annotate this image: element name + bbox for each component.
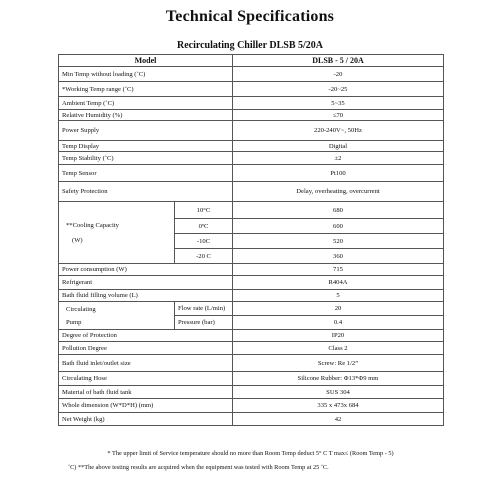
cooling-value: 520: [233, 234, 444, 249]
spec-value: Delay, overheating, overcurrent: [233, 182, 444, 202]
cooling-label-line2: (W): [72, 236, 83, 244]
spec-label: Power Supply: [59, 121, 233, 141]
cooling-row: [59, 202, 444, 219]
spec-value: SUS 304: [233, 386, 444, 399]
spec-value: 715: [233, 264, 444, 276]
spec-label: Safety Protection: [59, 182, 233, 202]
circulating-pump-label: [59, 302, 175, 330]
page-title: Technical Specifications: [165, 8, 335, 25]
spec-row: [59, 152, 444, 165]
spec-label: Power consumption (W): [59, 264, 233, 276]
pump-value: 0.4: [233, 316, 444, 330]
header-label: Model: [59, 55, 233, 67]
spec-table: [58, 54, 444, 426]
spec-value: 42: [233, 413, 444, 426]
spec-row: [59, 399, 444, 413]
spec-row: [59, 276, 444, 290]
spec-row: [59, 413, 444, 426]
spec-value: 220-240V~, 50Hz: [233, 121, 444, 141]
spec-label: Refrigerant: [59, 276, 233, 290]
spec-label: Material of bath fluid tank: [59, 386, 233, 399]
spec-label: Net Weight (kg): [59, 413, 233, 426]
cooling-temp: 10°C: [175, 202, 233, 219]
spec-row: [59, 290, 444, 302]
spec-row: [59, 165, 444, 182]
pump-label-line1: Circulating: [66, 305, 96, 313]
cooling-temp: -10C: [175, 234, 233, 249]
cooling-label-line1: **Cooling Capacity: [66, 221, 119, 229]
cooling-temp: 0ºC: [175, 219, 233, 234]
pump-row: [59, 302, 444, 316]
spec-label: Pollution Degree: [59, 342, 233, 355]
spec-row: [59, 97, 444, 110]
spec-value: 5~35: [233, 97, 444, 110]
spec-value: Class 2: [233, 342, 444, 355]
spec-label: Temp Stability (˚C): [59, 152, 233, 165]
cooling-temp: -20 C: [175, 249, 233, 264]
spec-value: Silicone Rubber: Φ13*Φ9 mm: [233, 372, 444, 386]
cooling-value: 360: [233, 249, 444, 264]
spec-row: [59, 67, 444, 82]
spec-value: 335 x 473x 684: [233, 399, 444, 413]
header-model: DLSB - 5 / 20A: [233, 55, 444, 67]
spec-label: Relative Humidity (%): [59, 110, 233, 121]
spec-label: Bath fluid filling volume (L): [59, 290, 233, 302]
spec-row: [59, 121, 444, 141]
spec-label: Temp Sensor: [59, 165, 233, 182]
spec-label: Ambient Temp (˚C): [59, 97, 233, 110]
spec-label: Whole dimension (W*D*H) (mm): [59, 399, 233, 413]
spec-value: ≤70: [233, 110, 444, 121]
spec-row: [59, 182, 444, 202]
pump-param: Flow rate (L/min): [175, 302, 233, 316]
spec-row: [59, 372, 444, 386]
spec-row: [59, 82, 444, 97]
cooling-value: 600: [233, 219, 444, 234]
spec-row: [59, 342, 444, 355]
pump-param: Pressure (bar): [175, 316, 233, 330]
spec-row: [59, 110, 444, 121]
spec-row: [59, 264, 444, 276]
spec-value: ±2: [233, 152, 444, 165]
spec-value: -20: [233, 67, 444, 82]
spec-row: [59, 141, 444, 152]
pump-label-line2: Pump: [66, 318, 82, 326]
header-row: [59, 55, 444, 67]
spec-label: Temp Display: [59, 141, 233, 152]
cooling-value: 680: [233, 202, 444, 219]
footnote-service-temp: * The upper limit of Service temperature should no more than Room Temp deduct 5° C T max≤ (Room Temp - 5): [107, 450, 394, 457]
spec-row: [59, 330, 444, 342]
spec-label: Bath fluid inlet/outlet size: [59, 355, 233, 372]
spec-value: Screw: Re 1/2”: [233, 355, 444, 372]
spec-value: 5: [233, 290, 444, 302]
spec-value: Digital: [233, 141, 444, 152]
footnote-testing: ˚C) **The above testing results are acquired when the equipment was tested with Room Temp at 25 ˚C.: [68, 464, 329, 471]
spec-value: IP20: [233, 330, 444, 342]
cooling-capacity-label: [59, 202, 175, 264]
spec-label: Min Temp without loading (˚C): [59, 67, 233, 82]
spec-row: [59, 355, 444, 372]
spec-value: -20~25: [233, 82, 444, 97]
spec-value: R404A: [233, 276, 444, 290]
pump-value: 20: [233, 302, 444, 316]
spec-label: Degree of Protection: [59, 330, 233, 342]
spec-label: *Working Temp range (˚C): [59, 82, 233, 97]
spec-row: [59, 386, 444, 399]
spec-label: Circulating Hose: [59, 372, 233, 386]
table-title: Recirculating Chiller DLSB 5/20A: [176, 40, 324, 51]
spec-value: Pt100: [233, 165, 444, 182]
